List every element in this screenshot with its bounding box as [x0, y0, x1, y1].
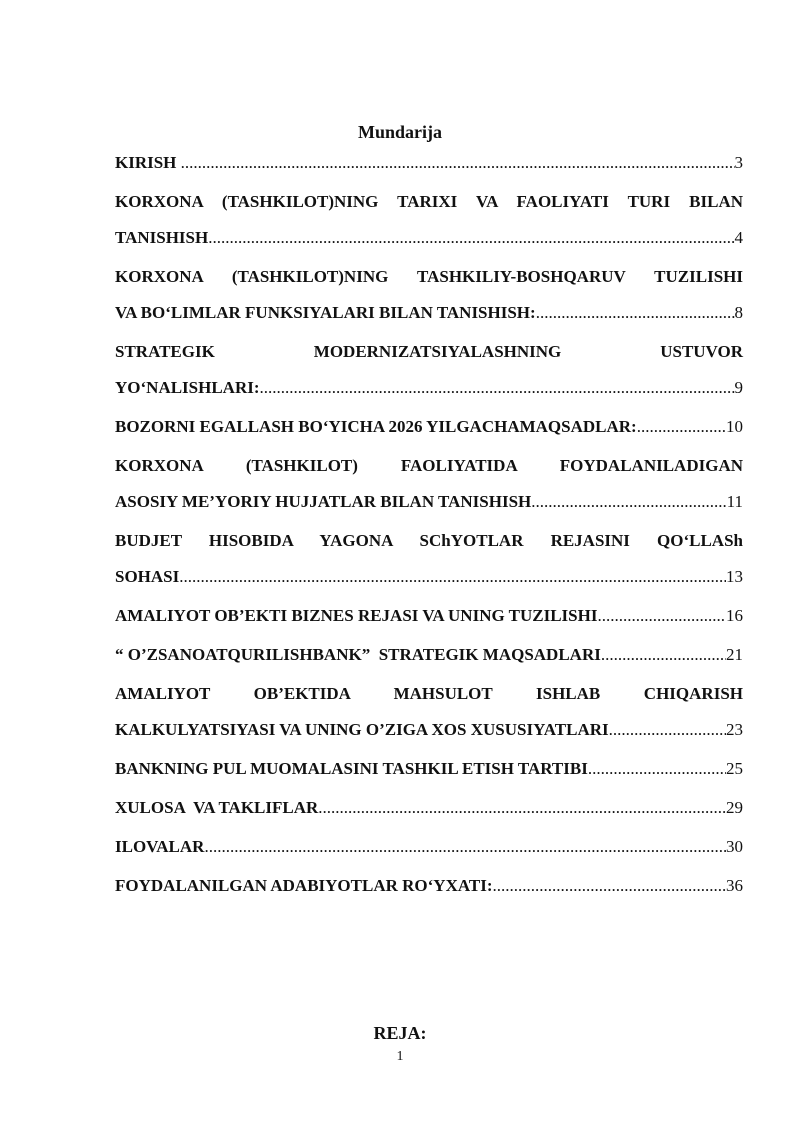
- toc-entry[interactable]: [115, 259, 743, 331]
- toc-entry-title-line: KORXONA (TASHKILOT) FAOLIYATIDA FOYDALANILADIGAN: [115, 456, 743, 475]
- dot-leader: [181, 145, 735, 181]
- toc-entry[interactable]: [115, 184, 743, 256]
- toc-entry-last-line: [115, 295, 743, 331]
- toc-entry[interactable]: [115, 409, 743, 445]
- dot-leader: [204, 829, 726, 865]
- toc-entry-last-line: [115, 598, 743, 634]
- dot-leader: [588, 751, 726, 787]
- toc-entry-last-line: [115, 220, 743, 256]
- toc-entry-page-number: 3: [734, 153, 743, 172]
- toc-entry-title: BANKNING PUL MUOMALASINI TASHKIL ETISH TARTIBI: [115, 759, 588, 778]
- toc-entry-page-number: 4: [734, 228, 743, 247]
- toc-entry-title: SOHASI: [115, 567, 180, 586]
- toc-entry-last-line: [115, 370, 743, 406]
- dot-leader: [609, 712, 726, 748]
- toc-entry-title: KIRISH: [115, 153, 181, 172]
- table-of-contents: [115, 145, 743, 907]
- toc-entry[interactable]: [115, 145, 743, 181]
- dot-leader: [208, 220, 734, 256]
- toc-entry-title: TANISHISH: [115, 228, 209, 247]
- toc-entry[interactable]: [115, 637, 743, 673]
- dot-leader: [179, 559, 726, 595]
- toc-entry-title: KALKULYATSIYASI VA UNING O’ZIGA XOS XUSUSIYATLARI: [115, 720, 609, 739]
- toc-entry-title-line: KORXONA (TASHKILOT)NING TARIXI VA FAOLIYATI TURI BILAN: [115, 192, 743, 211]
- dot-leader: [637, 409, 726, 445]
- toc-entry-page-number: 30: [726, 837, 743, 856]
- toc-entry[interactable]: [115, 598, 743, 634]
- toc-entry-title: XULOSA VA TAKLIFLAR: [115, 798, 319, 817]
- toc-entry-title: YO‘NALISHLARI:: [115, 378, 260, 397]
- dot-leader: [318, 790, 726, 826]
- toc-entry[interactable]: [115, 829, 743, 865]
- toc-entry[interactable]: [115, 868, 743, 904]
- toc-title: Mundarija: [357, 122, 442, 142]
- toc-entry-page-number: 8: [734, 303, 743, 322]
- toc-entry-page-number: 11: [726, 492, 743, 511]
- dot-leader: [601, 637, 726, 673]
- toc-entry-page-number: 21: [726, 645, 743, 664]
- toc-entry-last-line: [115, 409, 743, 445]
- toc-entry[interactable]: [115, 676, 743, 748]
- toc-entry-last-line: [115, 751, 743, 787]
- toc-entry-page-number: 10: [726, 417, 743, 436]
- toc-entry-last-line: [115, 484, 743, 520]
- toc-entry-last-line: [115, 829, 743, 865]
- toc-entry-page-number: 16: [726, 606, 743, 625]
- page-number: 1: [396, 1049, 404, 1064]
- toc-entry-title-line: KORXONA (TASHKILOT)NING TASHKILIY-BOSHQARUV TUZILISHI: [115, 267, 743, 286]
- toc-entry[interactable]: [115, 751, 743, 787]
- toc-entry-last-line: [115, 637, 743, 673]
- toc-entry[interactable]: [115, 790, 743, 826]
- dot-leader: [531, 484, 726, 520]
- toc-entry-last-line: [115, 868, 743, 904]
- toc-entry-title: AMALIYOT OB’EKTI BIZNES REJASI VA UNING TUZILISHI: [115, 606, 598, 625]
- toc-entry-title: “ O’ZSANOATQURILISHBANK” STRATEGIK MAQSADLARI: [115, 645, 601, 664]
- toc-entry[interactable]: [115, 523, 743, 595]
- toc-entry-last-line: [115, 790, 743, 826]
- toc-entry-title: BOZORNI EGALLASH BO‘YICHA 2026 YILGACHAMAQSADLAR:: [115, 417, 637, 436]
- toc-entry-last-line: [115, 145, 743, 181]
- toc-entry-page-number: 25: [726, 759, 743, 778]
- toc-entry[interactable]: [115, 448, 743, 520]
- toc-entry-title-line: STRATEGIK MODERNIZATSIYALASHNING USTUVOR: [115, 342, 743, 361]
- dot-leader: [493, 868, 727, 904]
- dot-leader: [597, 598, 726, 634]
- toc-entry-page-number: 13: [726, 567, 743, 586]
- toc-entry-page-number: 36: [726, 876, 743, 895]
- toc-entry-title: ILOVALAR: [115, 837, 205, 856]
- dot-leader: [260, 370, 735, 406]
- toc-entry-last-line: [115, 712, 743, 748]
- toc-entry-page-number: 29: [726, 798, 743, 817]
- reja-heading: REJA:: [373, 1023, 427, 1043]
- toc-entry-page-number: 23: [726, 720, 743, 739]
- toc-entry-title: FOYDALANILGAN ADABIYOTLAR RO‘YXATI:: [115, 876, 493, 895]
- toc-entry-title-line: AMALIYOT OB’EKTIDA MAHSULOT ISHLAB CHIQARISH: [115, 684, 743, 703]
- toc-entry-page-number: 9: [734, 378, 743, 397]
- toc-entry-title-line: BUDJET HISOBIDA YAGONA SChYOTLAR REJASINI QO‘LLASh: [115, 531, 743, 550]
- toc-entry-last-line: [115, 559, 743, 595]
- toc-entry-title: ASOSIY ME’YORIY HUJJATLAR BILAN TANISHISH: [115, 492, 532, 511]
- dot-leader: [536, 295, 735, 331]
- toc-entry[interactable]: [115, 334, 743, 406]
- toc-entry-title: VA BO‘LIMLAR FUNKSIYALARI BILAN TANISHISH:: [115, 303, 536, 322]
